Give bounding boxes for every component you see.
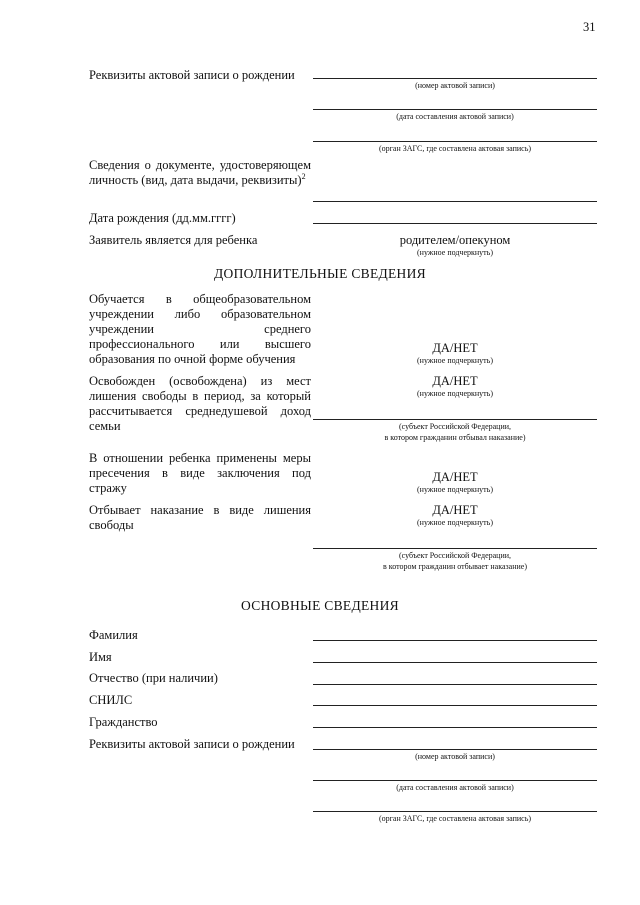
applicant-value[interactable]: родителем/опекуном (399, 233, 511, 247)
zags-note: (орган ЗАГС, где составлена актовая запись) (378, 144, 532, 153)
zags-field[interactable] (313, 141, 597, 142)
study-label: Обучается в общеобразовательном учреждении либо образовательном учреждении среднего профессионального или высшего образования по очной форме обучения (89, 292, 311, 366)
snils-field[interactable] (313, 705, 597, 706)
main-record-date-field[interactable] (313, 780, 597, 781)
study-yes-no[interactable]: ДА/НЕТ (432, 341, 478, 355)
serving-underline-note: (нужное подчеркнуть) (417, 518, 493, 527)
main-heading: ОСНОВНЫЕ СВЕДЕНИЯ (241, 598, 399, 613)
released-underline-note: (нужное подчеркнуть) (417, 389, 493, 398)
main-record-number-note: (номер актовой записи) (415, 752, 495, 761)
patronymic-label: Отчество (при наличии) (89, 671, 218, 685)
record-date-note: (дата составления актовой записи) (396, 112, 514, 121)
subject-served-note-1: (субъект Российской Федерации, (398, 422, 512, 431)
birth-date-label: Дата рождения (дд.мм.гггг) (89, 211, 236, 225)
page-number: 31 (583, 20, 596, 34)
identity-doc-label: Сведения о документе, удостоверяющем личность (вид, дата выдачи, реквизиты)$^2$ (89, 158, 311, 187)
birth-date-field[interactable] (313, 223, 597, 224)
subject-served-note-2: в котором гражданин отбывал наказание) (384, 433, 526, 442)
additional-heading: ДОПОЛНИТЕЛЬНЫЕ СВЕДЕНИЯ (214, 266, 426, 281)
snils-label: СНИЛС (89, 693, 133, 707)
custody-yes-no[interactable]: ДА/НЕТ (432, 470, 478, 484)
main-zags-field[interactable] (313, 811, 597, 812)
main-zags-note: (орган ЗАГС, где составлена актовая запись) (378, 814, 532, 823)
subject-serving-field[interactable] (313, 548, 597, 549)
name-field[interactable] (313, 662, 597, 663)
patronymic-field[interactable] (313, 684, 597, 685)
birth-record-label: Реквизиты актовой записи о рождении (89, 68, 295, 82)
record-date-field[interactable] (313, 109, 597, 110)
study-underline-note: (нужное подчеркнуть) (417, 356, 493, 365)
subject-served-field[interactable] (313, 419, 597, 420)
identity-doc-field[interactable] (313, 201, 597, 202)
main-record-date-note: (дата составления актовой записи) (396, 783, 514, 792)
custody-underline-note: (нужное подчеркнуть) (417, 485, 493, 494)
serving-label: Отбывает наказание в виде лишения свободы (89, 503, 311, 532)
surname-label: Фамилия (89, 628, 138, 642)
serving-yes-no[interactable]: ДА/НЕТ (432, 503, 478, 517)
footnote-mark: 2 (301, 171, 306, 181)
citizenship-label: Гражданство (89, 715, 158, 729)
record-number-note: (номер актовой записи) (415, 81, 495, 90)
released-yes-no[interactable]: ДА/НЕТ (432, 374, 478, 388)
main-record-number-field[interactable] (313, 749, 597, 750)
released-label: Освобожден (освобождена) из мест лишения свободы в период, за который рассчитывается среднедушевой доход семьи (89, 374, 311, 433)
applicant-label: Заявитель является для ребенка (89, 233, 258, 247)
surname-field[interactable] (313, 640, 597, 641)
record-number-field[interactable] (313, 78, 597, 79)
subject-serving-note-2: в котором гражданин отбывает наказание) (382, 562, 528, 571)
main-birth-record-label: Реквизиты актовой записи о рождении (89, 737, 295, 751)
citizenship-field[interactable] (313, 727, 597, 728)
custody-label: В отношении ребенка применены меры пресечения в виде заключения под стражу (89, 451, 311, 495)
subject-serving-note-1: (субъект Российской Федерации, (398, 551, 512, 560)
name-label: Имя (89, 650, 112, 664)
applicant-underline-note: (нужное подчеркнуть) (417, 248, 493, 257)
